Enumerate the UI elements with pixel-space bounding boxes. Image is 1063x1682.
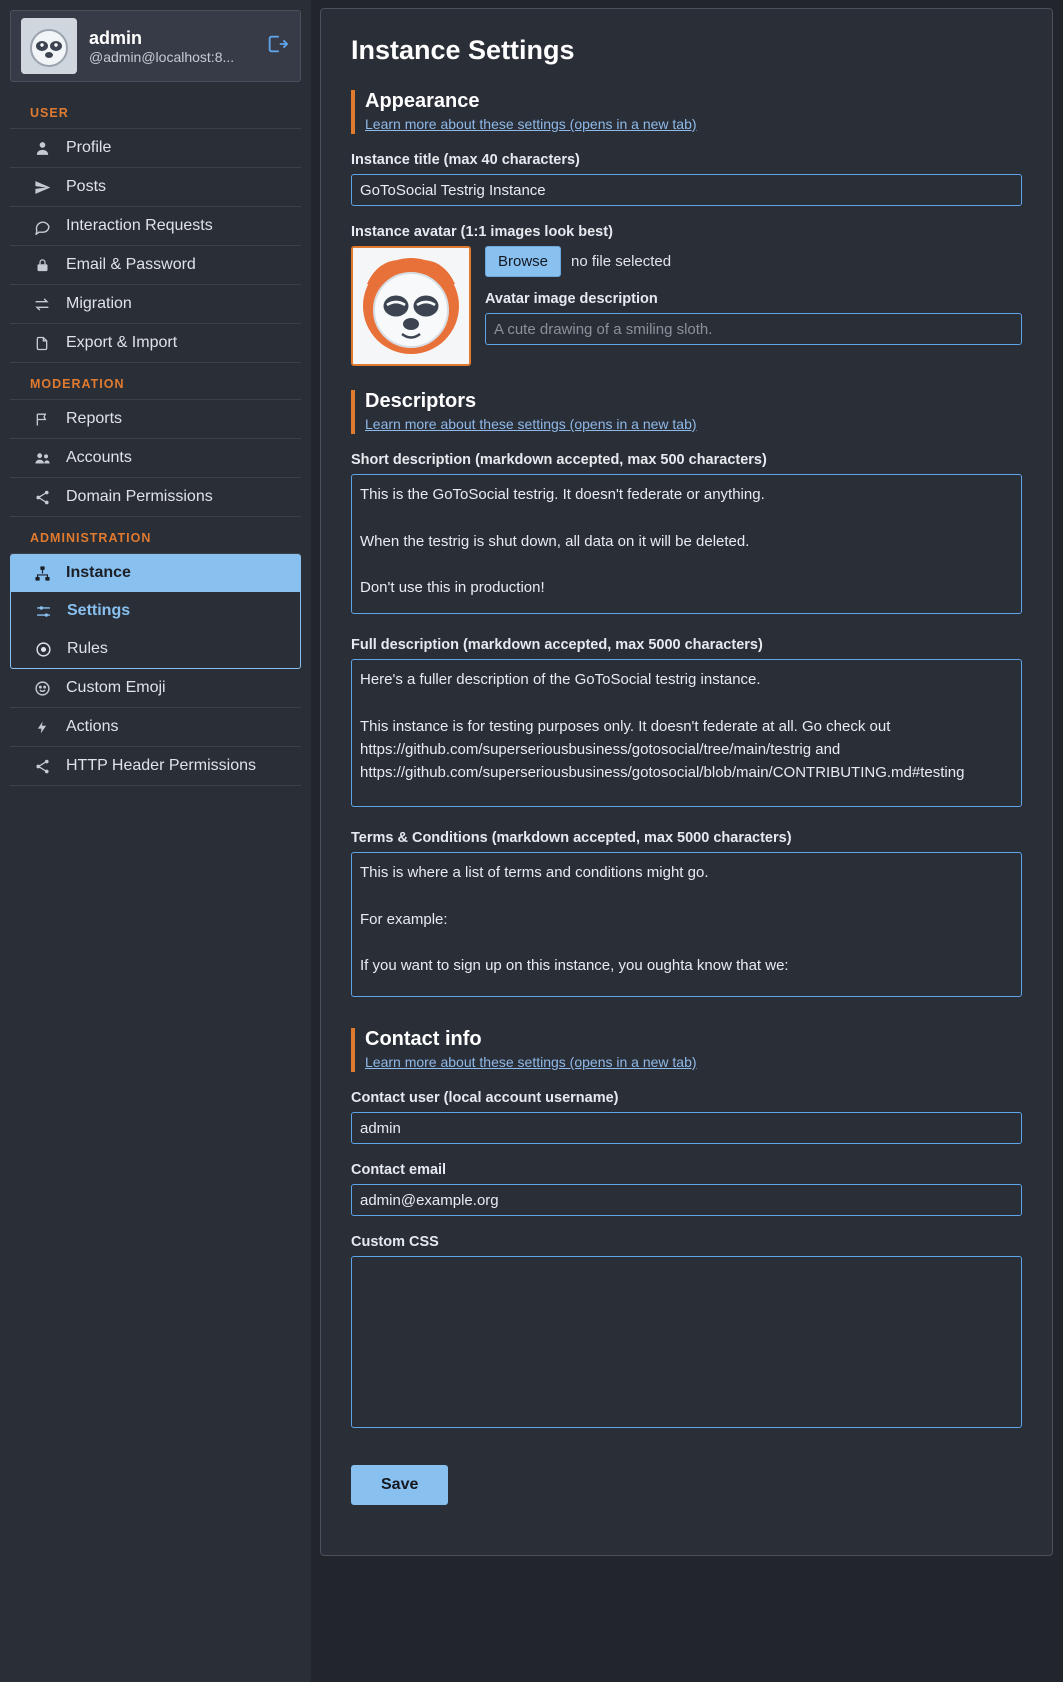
bolt-icon (32, 719, 52, 736)
contact-email-label: Contact email (351, 1162, 447, 1178)
instance-avatar-label: Instance avatar (1:1 images look best) (351, 224, 613, 240)
sidebar-item-label: Interaction Requests (66, 217, 213, 234)
account-handle: @admin@localhost:8... (89, 49, 235, 66)
sidebar-item-http-header-permissions[interactable] (10, 747, 301, 786)
contact-user-label: Contact user (local account username) (351, 1090, 619, 1106)
circle-dot-icon (33, 641, 53, 658)
field-instance-title (351, 152, 1022, 206)
sliders-icon (33, 603, 53, 620)
section-title: Descriptors (365, 390, 477, 412)
users-icon (32, 450, 52, 467)
sidebar-item-label: Custom Emoji (66, 679, 166, 696)
sidebar-item-label: Domain Permissions (66, 488, 213, 505)
sidebar-section-administration: ADMINISTRATION (10, 517, 301, 554)
section-contact-header (351, 1028, 1022, 1072)
file-export-icon (32, 335, 52, 352)
field-instance-avatar (351, 224, 1022, 366)
custom-css-label: Custom CSS (351, 1234, 439, 1250)
sidebar-item-label: Settings (67, 602, 131, 619)
sidebar-item-custom-emoji[interactable] (10, 669, 301, 708)
field-terms-conditions (351, 830, 1022, 1002)
sidebar-item-instance[interactable] (10, 554, 301, 592)
comment-icon (32, 218, 52, 235)
sidebar-item-label: HTTP Header Permissions (66, 757, 256, 774)
user-icon (32, 140, 52, 157)
node-share-icon (32, 758, 52, 775)
short-description-label: Short description (markdown accepted, max 500 characters) (351, 452, 767, 468)
full-description-label: Full description (markdown accepted, max 5000 characters) (351, 637, 763, 653)
sidebar-item-export-import[interactable] (10, 324, 301, 363)
contact-user-input[interactable] (351, 1112, 1022, 1144)
learn-more-link-contact[interactable]: Learn more about these settings (opens in a new tab) (365, 1054, 697, 1070)
section-title: Appearance (365, 90, 480, 112)
sidebar-item-settings[interactable] (11, 592, 300, 630)
custom-css-textarea[interactable] (351, 1256, 1022, 1428)
sidebar-item-domain-permissions[interactable] (10, 478, 301, 517)
paper-plane-icon (32, 179, 52, 196)
node-share-icon (32, 489, 52, 506)
sidebar-list-user (0, 129, 311, 363)
sidebar-list-administration (0, 554, 311, 592)
avatar-description-input[interactable] (485, 313, 1022, 345)
sidebar-list-administration-rest (0, 669, 311, 786)
sidebar-item-label: Migration (66, 295, 132, 312)
main-wrapper (312, 0, 1063, 1682)
learn-more-link-descriptors[interactable]: Learn more about these settings (opens in a new tab) (365, 416, 697, 432)
flag-icon (32, 411, 52, 428)
field-custom-css (351, 1234, 1022, 1433)
sitemap-icon (32, 565, 52, 582)
lock-icon (32, 257, 52, 274)
file-status-text: no file selected (571, 253, 672, 270)
terms-conditions-label: Terms & Conditions (markdown accepted, max 5000 characters) (351, 830, 792, 846)
sidebar-item-label: Profile (66, 139, 112, 156)
instance-title-label: Instance title (max 40 characters) (351, 152, 580, 168)
account-name: admin (89, 27, 143, 48)
sidebar (0, 0, 312, 1682)
section-title: Contact info (365, 1028, 482, 1050)
avatar-description-label: Avatar image description (485, 291, 658, 307)
avatar (21, 18, 77, 74)
account-text (89, 27, 254, 66)
short-description-textarea[interactable] (351, 474, 1022, 614)
sidebar-item-migration[interactable] (10, 285, 301, 324)
sidebar-item-accounts[interactable] (10, 439, 301, 478)
sidebar-item-profile[interactable] (10, 129, 301, 168)
sidebar-list-moderation (0, 400, 311, 517)
sidebar-item-reports[interactable] (10, 400, 301, 439)
field-full-description (351, 637, 1022, 812)
sidebar-subgroup-instance (10, 592, 301, 669)
sidebar-item-email-password[interactable] (10, 246, 301, 285)
section-appearance-header (351, 90, 1022, 134)
sidebar-item-label: Posts (66, 178, 107, 195)
instance-settings-panel (320, 8, 1053, 1556)
full-description-textarea[interactable] (351, 659, 1022, 807)
smile-icon (32, 680, 52, 697)
instance-avatar-preview (351, 246, 471, 366)
field-contact-user (351, 1090, 1022, 1144)
contact-email-input[interactable] (351, 1184, 1022, 1216)
sidebar-item-rules[interactable] (11, 630, 300, 668)
save-button[interactable]: Save (351, 1465, 448, 1505)
sidebar-item-label: Instance (66, 564, 131, 581)
learn-more-link-appearance[interactable]: Learn more about these settings (opens in a new tab) (365, 116, 697, 132)
sidebar-section-moderation: MODERATION (10, 363, 301, 400)
sidebar-item-posts[interactable] (10, 168, 301, 207)
page-title: Instance Settings (351, 35, 575, 65)
account-card[interactable] (10, 10, 301, 82)
sidebar-item-label: Accounts (66, 449, 132, 466)
sidebar-section-user: USER (10, 92, 301, 129)
exchange-icon (32, 296, 52, 313)
section-descriptors-header (351, 390, 1022, 434)
sidebar-item-label: Rules (67, 640, 108, 657)
browse-button[interactable]: Browse (485, 246, 561, 277)
field-short-description (351, 452, 1022, 619)
avatar-file-row (485, 246, 1022, 277)
sidebar-item-actions[interactable] (10, 708, 301, 747)
sidebar-item-label: Reports (66, 410, 123, 427)
sidebar-item-interaction-requests[interactable] (10, 207, 301, 246)
sidebar-item-label: Export & Import (66, 334, 178, 351)
sidebar-item-label: Email & Password (66, 256, 196, 273)
terms-conditions-textarea[interactable] (351, 852, 1022, 997)
logout-icon[interactable] (266, 33, 290, 60)
field-contact-email (351, 1162, 1022, 1216)
instance-title-input[interactable] (351, 174, 1022, 206)
sidebar-item-label: Actions (66, 718, 119, 735)
